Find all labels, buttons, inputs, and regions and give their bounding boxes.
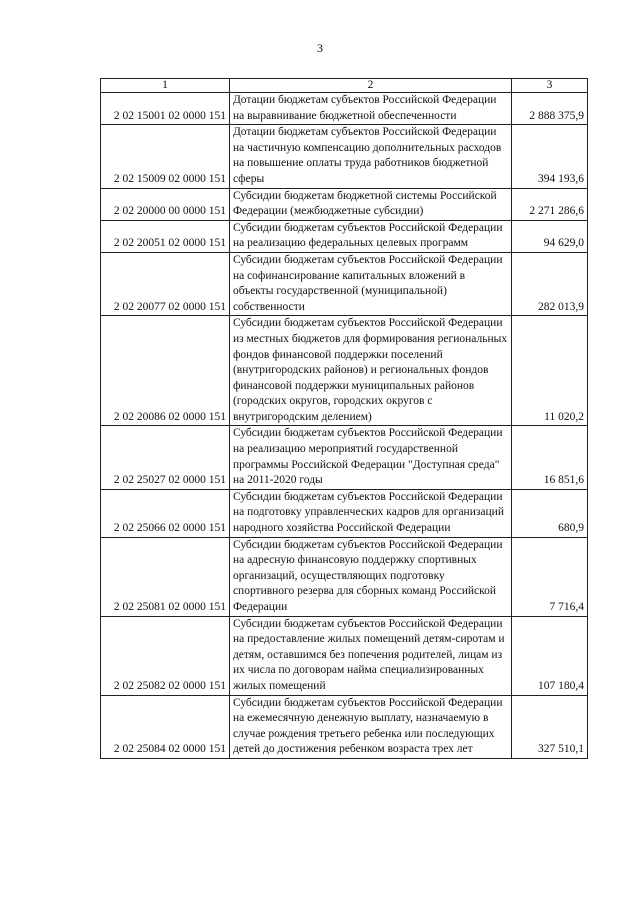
revenue-name-cell: Дотации бюджетам субъектов Российской Федерации на выравнивание бюджетной обеспеченности: [229, 93, 511, 125]
table-row: [101, 188, 588, 220]
table-row: [101, 316, 588, 426]
budget-revenue-table: [100, 78, 588, 759]
budget-code-cell: 2 02 25082 02 0000 151: [101, 616, 230, 695]
table-row: [101, 220, 588, 252]
revenue-name-cell: Субсидии бюджетам субъектов Российской Федерации на подготовку управленческих кадров для организаций народного хозяйства Российской Федерации: [229, 489, 511, 537]
column-header-code: 1: [101, 79, 230, 93]
revenue-name-cell: Субсидии бюджетам субъектов Российской Федерации на адресную финансовую поддержку спортивных организаций, осуществляющих подготовку спортивного резерва для сборных команд Российской Федерации: [229, 537, 511, 616]
revenue-name-cell: Субсидии бюджетам субъектов Российской Федерации на реализацию федеральных целевых программ: [229, 220, 511, 252]
budget-code-cell: 2 02 25084 02 0000 151: [101, 695, 230, 758]
table-row: [101, 125, 588, 188]
budget-code-cell: 2 02 20086 02 0000 151: [101, 316, 230, 426]
revenue-name-cell: Дотации бюджетам субъектов Российской Федерации на частичную компенсацию дополнительных расходов на повышение оплаты труда работников бюджетной сферы: [229, 125, 511, 188]
revenue-name-cell: Субсидии бюджетам субъектов Российской Федерации на ежемесячную денежную выплату, назначаемую в случае рождения третьего ребенка или последующих детей до достижения ребенком возраста трех лет: [229, 695, 511, 758]
revenue-name-cell: Субсидии бюджетам субъектов Российской Федерации на реализацию мероприятий государственной программы Российской Федерации "Доступная среда" на 2011-2020 годы: [229, 426, 511, 489]
revenue-name-cell: Субсидии бюджетам субъектов Российской Федерации на софинансирование капитальных вложений в объекты государственной (муниципальной) собственности: [229, 252, 511, 315]
amount-cell: 680,9: [512, 489, 588, 537]
amount-cell: 394 193,6: [512, 125, 588, 188]
amount-cell: 327 510,1: [512, 695, 588, 758]
amount-cell: 11 020,2: [512, 316, 588, 426]
table-row: [101, 252, 588, 315]
revenue-name-cell: Субсидии бюджетам бюджетной системы Российской Федерации (межбюджетные субсидии): [229, 188, 511, 220]
budget-code-cell: 2 02 25066 02 0000 151: [101, 489, 230, 537]
amount-cell: 282 013,9: [512, 252, 588, 315]
budget-code-cell: 2 02 20051 02 0000 151: [101, 220, 230, 252]
budget-code-cell: 2 02 15001 02 0000 151: [101, 93, 230, 125]
amount-cell: 2 888 375,9: [512, 93, 588, 125]
revenue-name-cell: Субсидии бюджетам субъектов Российской Федерации из местных бюджетов для формирования региональных фондов финансовой поддержки поселений (внутригородских районов) и региональных фондов финансовой поддержки муниципальных районов (городских округов, городских округов с внутригородским делением): [229, 316, 511, 426]
column-header-amount: 3: [512, 79, 588, 93]
amount-cell: 7 716,4: [512, 537, 588, 616]
revenue-name-cell: Субсидии бюджетам субъектов Российской Федерации на предоставление жилых помещений детям-сиротам и детям, оставшимся без попечения родителей, лицам из их числа по договорам найма специализированных жилых помещений: [229, 616, 511, 695]
page-number: 3: [317, 41, 323, 55]
budget-code-cell: 2 02 25081 02 0000 151: [101, 537, 230, 616]
table-row: [101, 489, 588, 537]
amount-cell: 2 271 286,6: [512, 188, 588, 220]
amount-cell: 107 180,4: [512, 616, 588, 695]
table-row: [101, 537, 588, 616]
table-row: [101, 695, 588, 758]
amount-cell: 94 629,0: [512, 220, 588, 252]
amount-cell: 16 851,6: [512, 426, 588, 489]
budget-code-cell: 2 02 20077 02 0000 151: [101, 252, 230, 315]
column-header-name: 2: [229, 79, 511, 93]
table-row: [101, 426, 588, 489]
table-row: [101, 616, 588, 695]
budget-code-cell: 2 02 20000 00 0000 151: [101, 188, 230, 220]
table-header-row: [101, 79, 588, 93]
table-row: [101, 93, 588, 125]
budget-code-cell: 2 02 15009 02 0000 151: [101, 125, 230, 188]
budget-code-cell: 2 02 25027 02 0000 151: [101, 426, 230, 489]
